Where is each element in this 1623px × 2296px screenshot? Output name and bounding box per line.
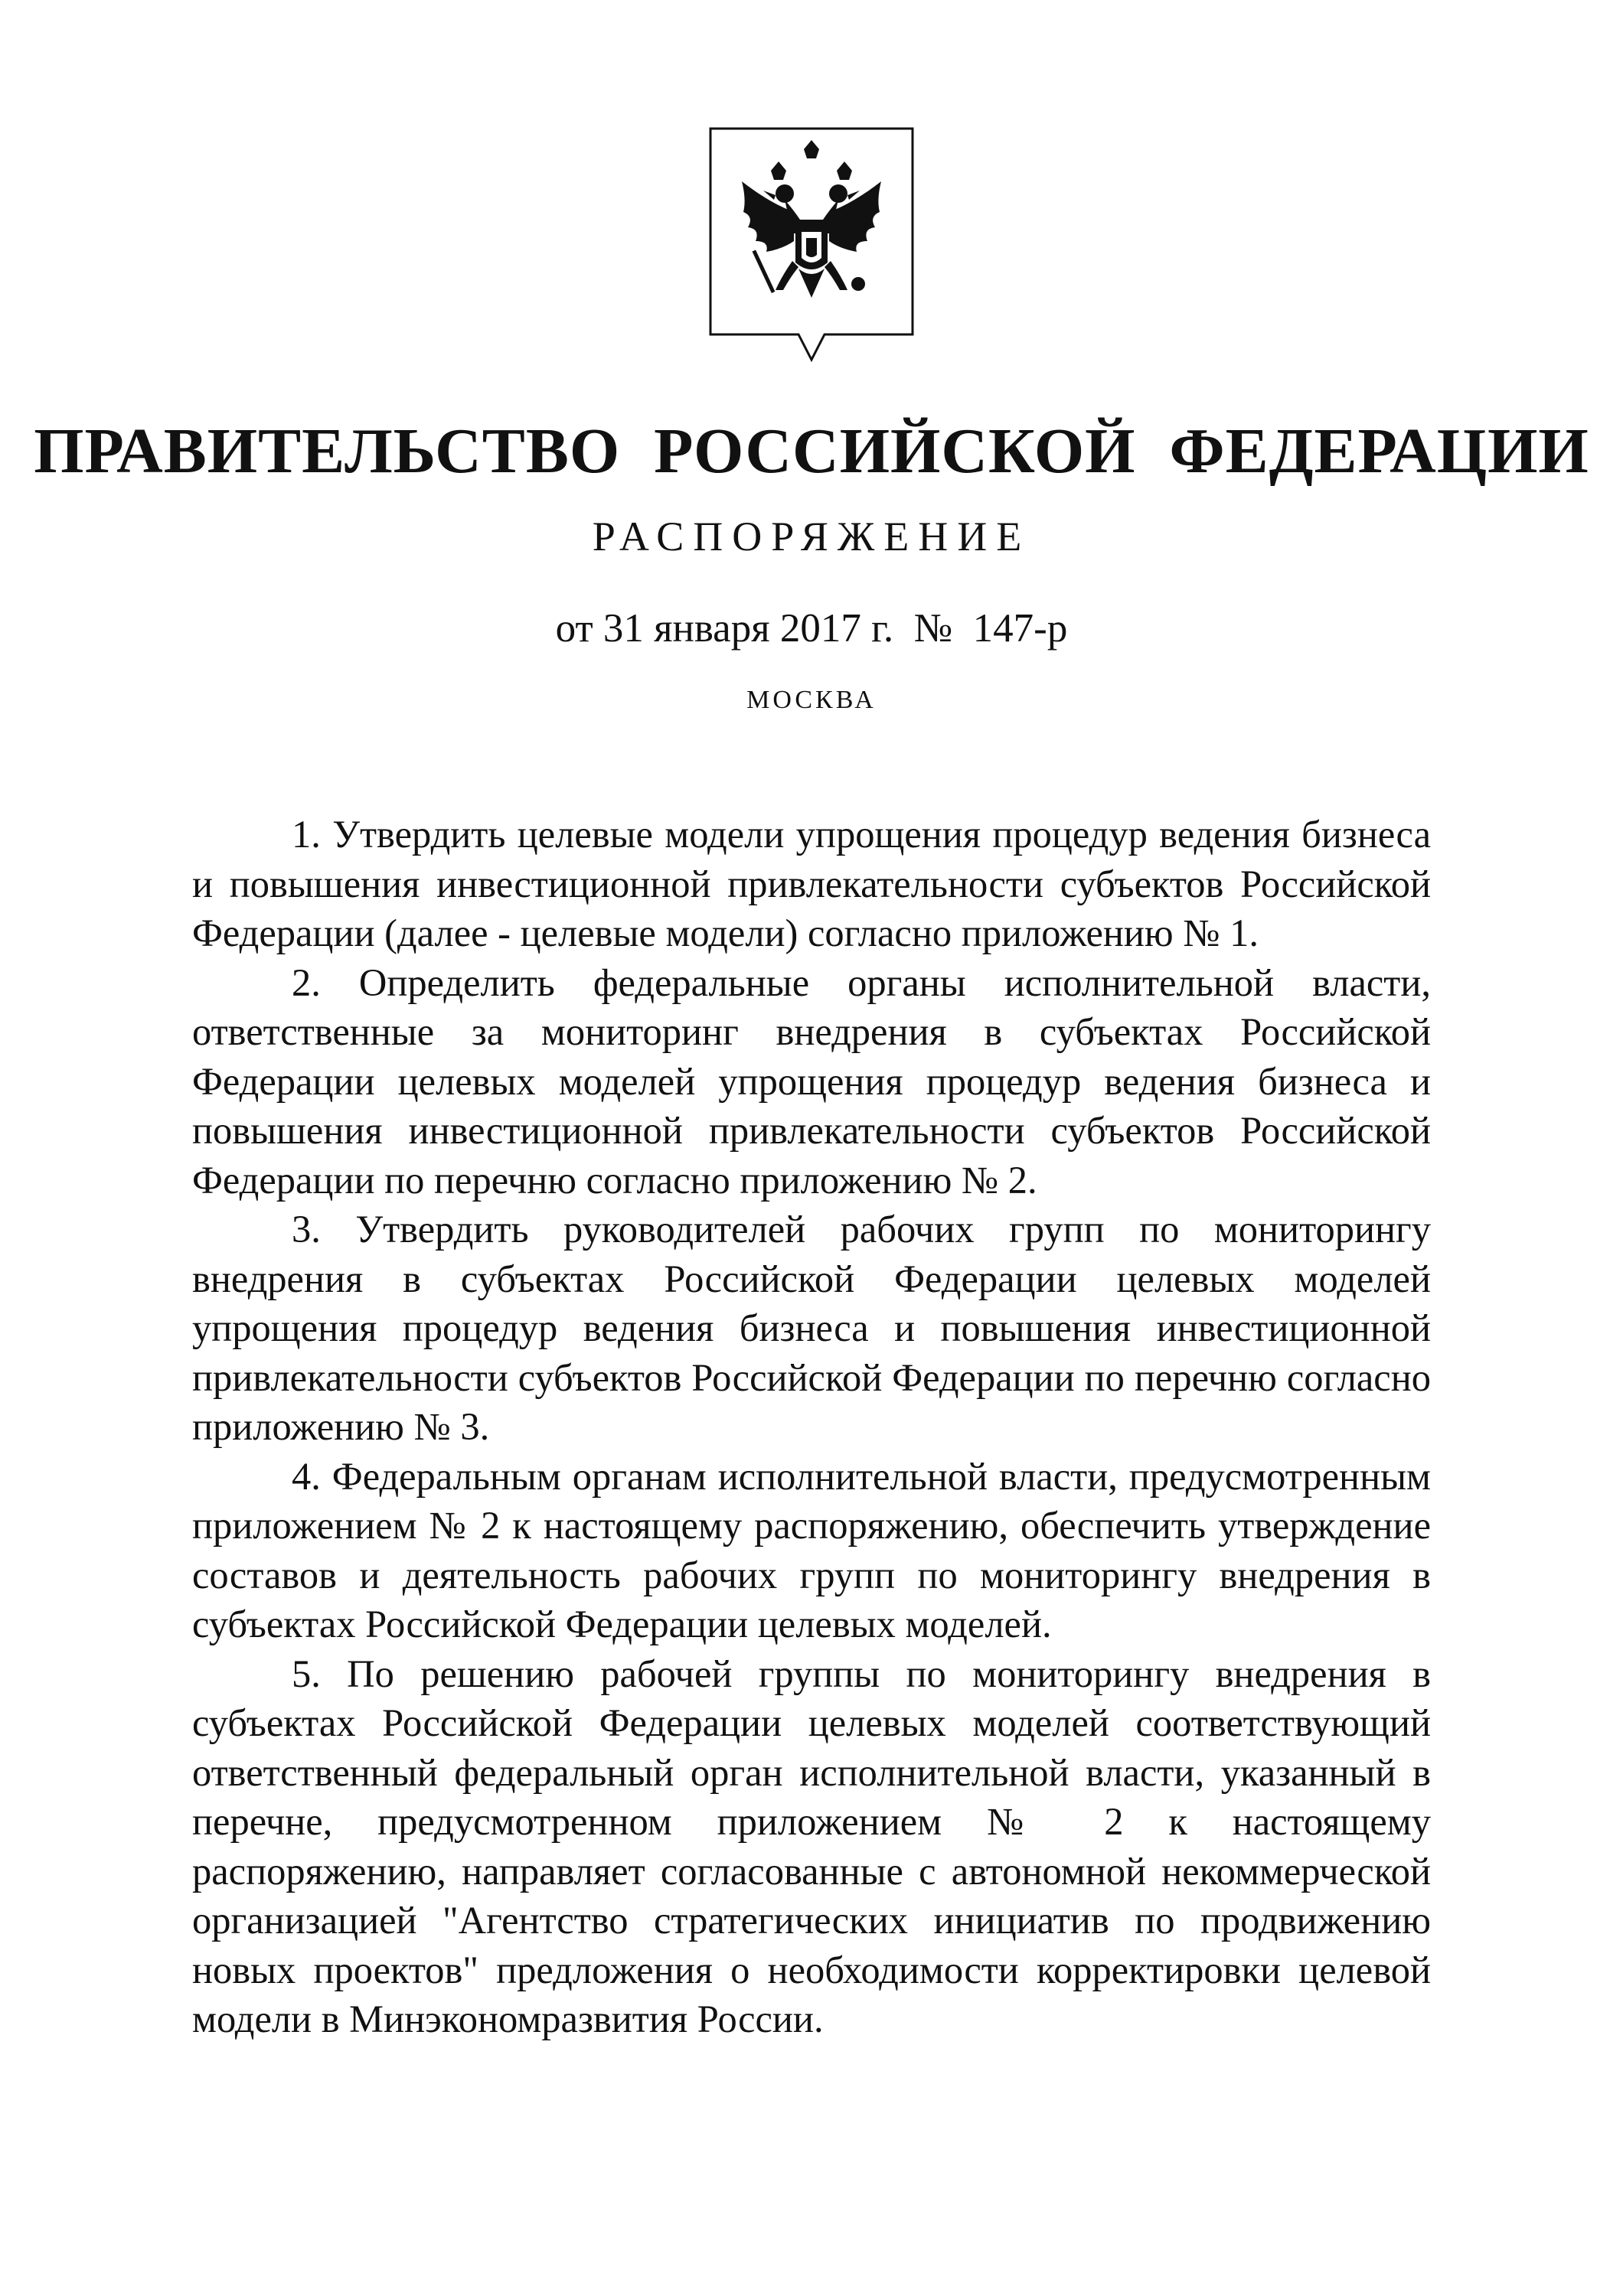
paragraph-1: 1. Утвердить целевые модели упрощения процедур ведения бизнеса и повышения инвестиционной привлекательности субъектов Российской Федерации (далее - целевые модели) согласно приложению № 1. [192, 813, 1431, 954]
paragraph-5: 5. По решению рабочей группы по мониторингу внедрения в субъектах Российской Федерации целевых моделей соответствующий ответственный федеральный орган исполнительной власти, указанный в перечне, предусмотренном приложением № 2 к настоящему распоряжению, направляет согласованные с автономной некоммерческой организацией "Агентство стратегических инициатив по продвижению новых проектов" предложения о необходимости корректировки целевой модели в Минэкономразвития России. [192, 1652, 1431, 2040]
government-title: ПРАВИТЕЛЬСТВО РОССИЙСКОЙ ФЕДЕРАЦИИ [34, 416, 1589, 487]
document-date-number: от 31 января 2017 г. № 147-р [555, 606, 1068, 651]
document-body [192, 810, 1431, 2044]
paragraph-4: 4. Федеральным органам исполнительной власти, предусмотренным приложением № 2 к настоящему распоряжению, обеспечить утверждение составов и деятельность рабочих групп по мониторингу внедрения в субъектах Российской Федерации целевых моделей. [192, 1454, 1431, 1645]
document-city: МОСКВА [746, 686, 877, 714]
paragraph-3: 3. Утвердить руководителей рабочих групп по мониторингу внедрения в субъектах Российской Федерации целевых моделей упрощения процедур ведения бизнеса и повышения инвестиционной привлекательности субъектов Российской Федерации по перечню согласно приложению № 3. [192, 1208, 1431, 1448]
paragraph-2: 2. Определить федеральные органы исполнительной власти, ответственные за мониторинг внедрения в субъектах Российской Федерации целевых моделей упрощения процедур ведения бизнеса и повышения инвестиционной привлекательности субъектов Российской Федерации по перечню согласно приложению № 2. [192, 960, 1431, 1202]
document-type: РАСПОРЯЖЕНИЕ [592, 514, 1031, 559]
coat-of-arms-emblem [708, 126, 915, 365]
